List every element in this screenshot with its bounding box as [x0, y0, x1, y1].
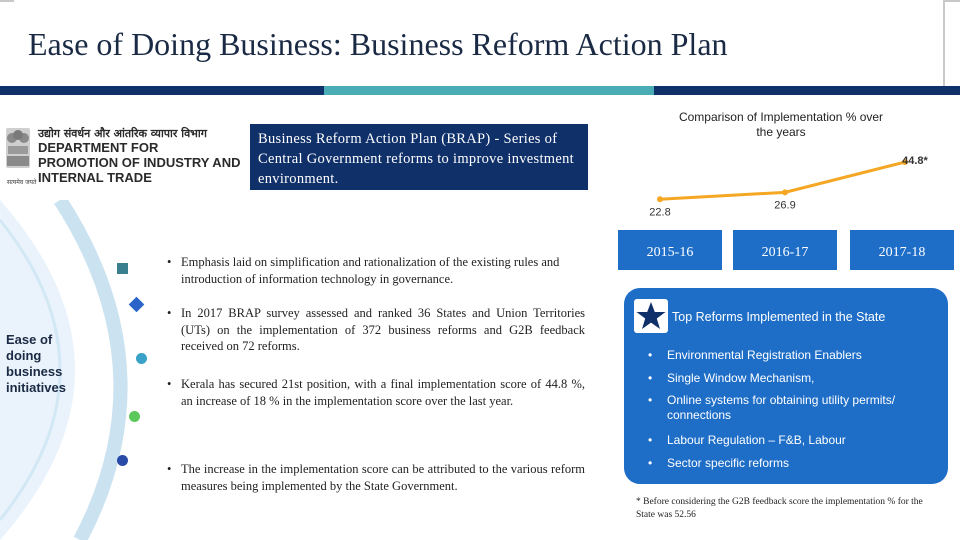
bullet-text: In 2017 BRAP survey assessed and ranked 36 States and Union Territories (UTs) on the implementation of 372 business reforms and G2B feedback received on 72 reforms. — [181, 306, 585, 353]
bullet-item — [167, 254, 585, 287]
chart-title: Comparison of Implementation % over the years — [678, 110, 884, 139]
panel-dot: • — [648, 371, 653, 385]
panel-dot: • — [648, 348, 653, 362]
bullet-text: Emphasis laid on simplification and rationalization of the existing rules and introduction of information technology in governance. — [181, 255, 560, 286]
bullet-item — [167, 376, 585, 409]
data-label: 26.9 — [774, 199, 796, 212]
logo-hindi-text: उद्योग संवर्धन और आंतरिक व्यापार विभाग — [38, 127, 207, 140]
logo-line-3: INTERNAL TRADE — [38, 170, 152, 185]
arc-dot-3 — [136, 353, 147, 364]
page-title: Ease of Doing Business: Business Reform Action Plan — [28, 26, 728, 62]
year-label: 2015-16 — [646, 245, 694, 260]
bullet-item — [167, 305, 585, 355]
year-label: 2017-18 — [878, 245, 926, 260]
logo-line-2: PROMOTION OF INDUSTRY AND — [38, 155, 241, 170]
panel-item-text: Labour Regulation – F&B, Labour — [667, 433, 846, 447]
dpiit-logo — [2, 126, 246, 190]
data-point — [782, 189, 788, 195]
title-bar-teal — [324, 86, 654, 95]
title-bar-navy-right — [654, 86, 960, 95]
bullet-dot: • — [167, 377, 172, 391]
bullet-text: Kerala has secured 21st position, with a final implementation score of 44.8 %, an increase of 18 % in the implementation score over the last year. — [181, 377, 585, 408]
bullet-dot: • — [167, 255, 172, 269]
footnote: * Before considering the G2B feedback score the implementation % for the State was 52.56 — [636, 497, 923, 520]
title-frame-right — [943, 0, 960, 92]
panel-dot: • — [648, 393, 653, 407]
title-bar-navy — [0, 86, 324, 95]
panel-item-text: Environmental Registration Enablers — [667, 348, 862, 362]
data-label: 22.8 — [649, 206, 671, 219]
panel-dot: • — [648, 456, 653, 470]
brap-banner: Business Reform Action Plan (BRAP) - Series of Central Government reforms to improve investment environment. — [250, 124, 588, 190]
logo-english-text — [38, 140, 240, 185]
panel-dot: • — [648, 433, 653, 447]
data-label: 44.8* — [902, 155, 928, 168]
title-frame-left — [0, 0, 14, 92]
arc-dot-4 — [129, 411, 140, 422]
implementation-chart — [610, 140, 960, 280]
panel-item-text: Sector specific reforms — [667, 456, 790, 470]
logo-line-1: DEPARTMENT FOR — [38, 140, 159, 155]
panel-item-text: Online systems for obtaining utility permits/ connections — [667, 393, 896, 422]
side-label: Ease of doing business initiatives — [6, 332, 66, 395]
panel-item-text: Single Window Mechanism, — [667, 371, 815, 385]
data-point — [657, 196, 663, 202]
motto-text: सत्यमेव जयते — [7, 179, 37, 186]
year-label: 2016-17 — [761, 245, 809, 260]
arc-dot-1 — [117, 263, 128, 274]
bullet-dot: • — [167, 462, 172, 476]
bullet-item — [167, 461, 585, 494]
arc-dot-5 — [117, 455, 128, 466]
bullet-text: The increase in the implementation score can be attributed to the various reform measures being implemented by the State Government. — [181, 462, 585, 493]
bullet-dot: • — [167, 306, 172, 320]
panel-title: Top Reforms Implemented in the State — [672, 310, 886, 324]
star-icon — [634, 299, 668, 333]
